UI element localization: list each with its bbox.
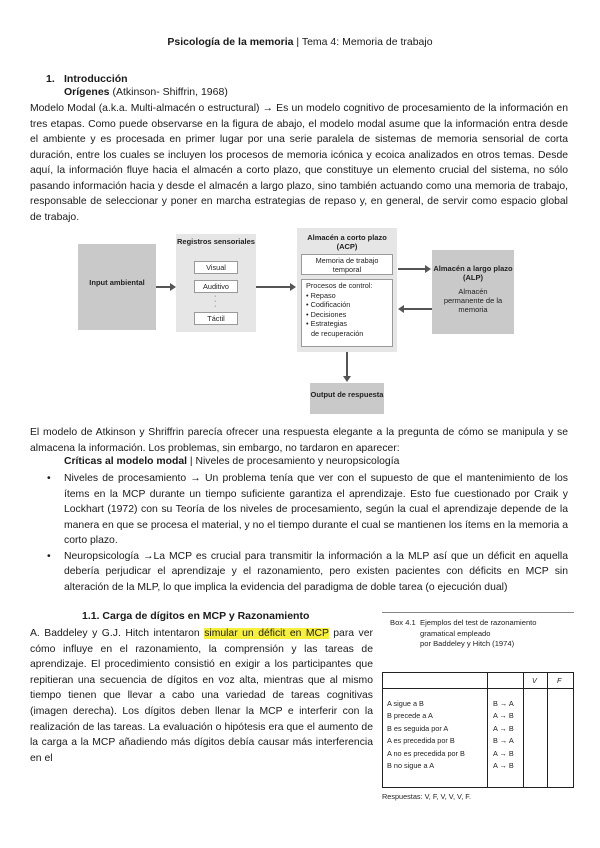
paragraph-baddeley-hitch: A. Baddeley y G.J. Hitch intentaron simular un déficit en MCP para ver cómo influye en el razonamiento, la comprensión y las tareas de aprendizaje. El procedimiento consistió en exigir a los participantes que repitieran una secuencia de dígitos en voz alta, mientras que al mismo tiempo tienen que llevar a cabo una variedad de tareas cognitivas (imagen derecha). Los dígitos deben llenar la MCP e interferir con la realización de las tareas. La evaluación o hipótesis era que el aumento de la carga a la MCP añadiendo más dígitos debía causar más interferencia en el	[30, 628, 373, 764]
sensory-tactil: Táctil	[194, 312, 238, 325]
subsection-origenes: Orígenes (Atkinson- Shiffrin, 1968)	[64, 86, 228, 98]
section-heading-introduccion: 1. Introducción	[46, 73, 128, 85]
table-divider	[523, 673, 524, 787]
table-divider	[547, 673, 548, 787]
alp-box: Almacén a largo plazo (ALP) Almacén permanente de la memoria	[432, 250, 514, 334]
page-title	[0, 36, 600, 48]
criticas-list	[47, 471, 568, 595]
arrow-alp-acp	[404, 308, 432, 310]
table-row-sentence: A es precedida por B	[387, 736, 455, 745]
sensory-visual: Visual	[194, 261, 238, 274]
acp-control-processes: Procesos de control: • Repaso • Codificación • Decisiones • Estrategias de recuperación	[301, 279, 393, 347]
table-row-sentence: B es seguida por A	[387, 724, 449, 733]
title-topic: | Tema 4: Memoria de trabajo	[293, 36, 433, 48]
sensory-registers-box: Registros sensoriales Visual Auditivo · · · Táctil	[176, 234, 256, 332]
table-row-sentence: A sigue a B	[387, 699, 424, 708]
bullet-icon: •	[47, 473, 51, 484]
table-divider	[487, 673, 488, 787]
box-4-1-figure	[382, 612, 574, 812]
reasoning-table	[382, 672, 574, 788]
table-row-pair: A → B	[493, 749, 514, 758]
table-row-sentence: B precede a A	[387, 711, 433, 720]
sensory-auditivo: Auditivo	[194, 280, 238, 293]
box-answers: Respuestas: V, F, V, V, V, F.	[382, 792, 471, 801]
table-row-pair: A → B	[493, 711, 514, 720]
output-box: Output de respuesta	[310, 383, 384, 414]
arrow-input-sensory	[156, 286, 171, 288]
input-box: Input ambiental	[78, 244, 156, 330]
table-row-pair: A → B	[493, 724, 514, 733]
arrow-acp-output	[346, 352, 348, 378]
col-header-v: V	[532, 676, 537, 685]
highlighted-text: simular un déficit en MCP	[204, 628, 329, 639]
table-divider	[383, 688, 573, 689]
title-course: Psicología de la memoria	[167, 36, 294, 48]
box-label: Box 4.1	[390, 618, 416, 627]
bullet-icon: •	[47, 550, 51, 562]
arrow-acp-alp	[398, 268, 426, 270]
list-item: • Neuropsicología →La MCP es crucial para transmitir la información a la MLP así que un déficit en aquella debería perjudicar el aprendizaje y el razonamiento, pero existen pacientes con déficits en MCP sin alteración de la MLP, lo que implica la evidencia del paradigma de doble tarea (o ejecución dual)	[47, 550, 568, 593]
table-row-sentence: A no es precedida por B	[387, 749, 465, 758]
paragraph-atkinson-problems: El modelo de Atkinson y Shriffrin parecía ofrecer una respuesta elegante a la pregunta de cómo se manipula y se almacena la información. Los problemas, sin embargo, no tardaron en aparecer:	[30, 427, 568, 454]
box-caption: Ejemplos del test de razonamiento gramatical empleado por Baddeley y Hitch (1974)	[420, 618, 537, 648]
criticas-heading: Críticas al modelo modal | Niveles de procesamiento y neuropsicología	[64, 456, 400, 467]
arrow-sensory-acp	[256, 286, 291, 288]
paragraph-modelo-modal: Modelo Modal (a.k.a. Multi-almacén o estructural) → Es un modelo cognitivo de procesamiento de la información en tres etapas. Como puede observarse en la figura de abajo, el modelo modal asume que la información entra desde el ambiente y es procesada en primer lugar por una serie paralela de sistemas de memoria sensorial de corta duración, entre los cuales se incluyen los procesos de memoria icónica y ecoica analizados en otros temas. Desde aquí, la información fluye hacia el almacén a corto plazo, que constituye un elemento crucial del sistema, no sólo pasando información hacia y desde el almacén a largo plazo, sino también actuando como una memoria de trabajo, responsable de seleccionar y poner en marcha estrategias de repaso y, en general, de servir como espacio global de trabajo.	[30, 103, 568, 223]
box-top-rule	[382, 612, 574, 613]
acp-box: Almacén a corto plazo (ACP) Memoria de trabajo temporal Procesos de control: • Repaso • Codificación • Decisiones • Estrategias de recuperación	[297, 228, 397, 352]
list-item: • Niveles de procesamiento → Un problema tenía que ver con el supuesto de que el mantenimiento de los ítems en la MCP durante un tiempo suficiente garantiza el aprendizaje. Esto fue cuestionado por Craik y Lockhart (1972) con su Teoría de los niveles de procesamiento, según la cual el aprendizaje depende de la manera en que se procesa el material, y no el tiempo durante el cual se mantienen los ítems en la memoria a corto plazo.	[47, 473, 568, 546]
table-row-pair: B → A	[493, 699, 514, 708]
sensory-ellipsis: · · ·	[214, 293, 217, 310]
col-header-f: F	[557, 676, 562, 685]
arrowhead-acp-output	[343, 376, 351, 382]
acp-working-memory: Memoria de trabajo temporal	[301, 254, 393, 275]
section-heading-carga-digitos: 1.1. Carga de dígitos en MCP y Razonamiento	[82, 610, 310, 622]
modal-model-diagram	[78, 228, 514, 420]
arrowhead-acp-alp	[425, 265, 431, 273]
arrowhead-alp-acp	[398, 305, 404, 313]
table-row-sentence: B no sigue a A	[387, 761, 435, 770]
table-row-pair: A → B	[493, 761, 514, 770]
table-row-pair: B → A	[493, 736, 514, 745]
arrowhead-sensory-acp	[290, 283, 296, 291]
